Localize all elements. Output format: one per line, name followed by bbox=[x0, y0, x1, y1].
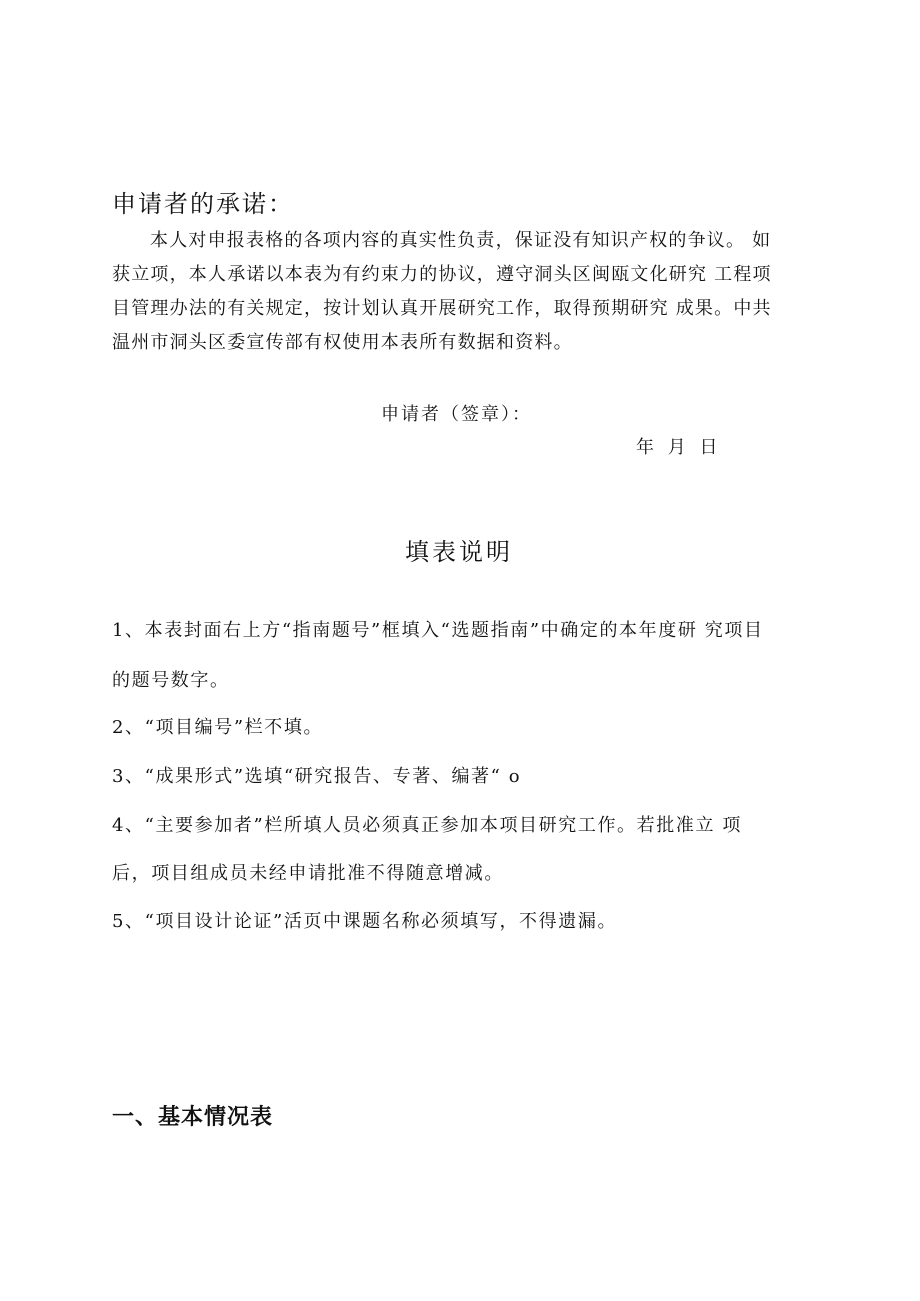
pledge-line-3: 目管理办法的有关规定，按计划认真开展研究工作，取得预期研究 成果。中共 bbox=[112, 298, 772, 319]
pledge-line-4: 温州市洞头区委宣传部有权使用本表所有数据和资料。 bbox=[112, 332, 573, 353]
instruction-line-7: 5、“项目设计论证”活页中课题名称必须填写，不得遗漏。 bbox=[112, 911, 618, 932]
instruction-line-3: 2、“项目编号”栏不填。 bbox=[112, 717, 324, 738]
section-title: 一、基本情况表 bbox=[112, 1105, 274, 1130]
date-label: 年 月 日 bbox=[636, 437, 722, 458]
instruction-line-1: 1、本表封面右上方“指南题号”框填入“选题指南”中确定的本年度研 究项目 bbox=[112, 620, 764, 641]
instruction-line-5: 4、“主要参加者”栏所填人员必须真正参加本项目研究工作。若批准立 项 bbox=[112, 815, 742, 836]
pledge-title: 申请者的承诺： bbox=[112, 190, 294, 218]
instructions-title: 填表说明 bbox=[405, 538, 513, 566]
instruction-line-6: 后，项目组成员未经申请批准不得随意增减。 bbox=[112, 863, 504, 884]
signature-label: 申请者（签章）： bbox=[381, 404, 532, 425]
instruction-line-4: 3、“成果形式”选填“研究报告、专著、编著“ o bbox=[112, 766, 522, 787]
pledge-line-2: 获立项，本人承诺以本表为有约束力的协议，遵守洞头区闽瓯文化研究 工程项 bbox=[112, 264, 772, 285]
pledge-line-1: 本人对申报表格的各项内容的真实性负责，保证没有知识产权的争议。 如 bbox=[150, 230, 772, 251]
instruction-line-2: 的题号数字。 bbox=[112, 670, 230, 691]
